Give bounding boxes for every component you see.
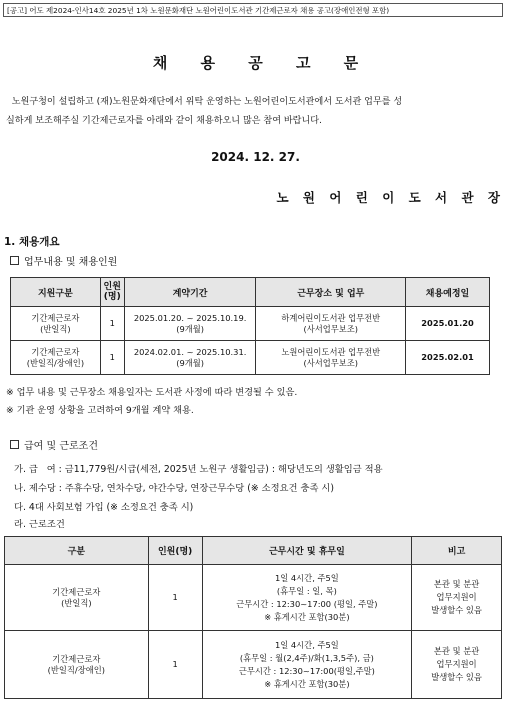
subtitle-pay-conditions: 급여 및 근로조건 <box>10 437 98 452</box>
intro-line-1: 노원구청이 설립하고 (재)노원문화재단에서 위탁 운영하는 노원어린이도서관에서 도서관 업무를 성 <box>11 97 403 107</box>
table-header: 인원(명) <box>148 537 202 565</box>
table-header: 근무장소 및 업무 <box>256 278 406 307</box>
page-title: 채 용 공 고 문 <box>152 54 373 72</box>
table-cell: 기간제근로자 (반일직) <box>11 307 101 341</box>
table-header-row <box>11 278 490 307</box>
table-cell: 1 <box>148 565 202 631</box>
note-1: ※ 업무 내용 및 근무장소 채용일자는 도서관 사정에 따라 변경될 수 있음. <box>6 387 298 398</box>
announcement-header: [공고] 어도 제2024-인사14호 2025년 1차 노원문화재단 노원어린이도서관 기간제근로자 채용 공고(장애인전형 포함) <box>3 3 503 17</box>
pay-item-4: 라. 근로조건 <box>14 519 65 530</box>
table-header: 지원구분 <box>11 278 101 307</box>
announcement-date: 2024. 12. 27. <box>211 150 300 164</box>
pay-item-1: 가. 급 여 : 금11,779원/시급(세전, 2025년 노원구 생활임금) : 해당년도의 생활임금 적용 <box>14 464 383 475</box>
table-cell: 기간제근로자 (반일직/장애인) <box>5 631 149 699</box>
table-row <box>5 631 502 699</box>
table-cell: 1 <box>148 631 202 699</box>
checkbox-icon <box>10 256 19 265</box>
table-header: 근무시간 및 휴무일 <box>202 537 412 565</box>
table-cell: 하계어린이도서관 업무전반 (사서업무보조) <box>256 307 406 341</box>
table-cell: 2025.01.20. ~ 2025.10.19. (9개월) <box>124 307 256 341</box>
table-cell: 기간제근로자 (반일직/장애인) <box>11 341 101 375</box>
recruitment-table <box>10 277 490 375</box>
organization-name: 노 원 어 린 이 도 서 관 장 <box>276 190 505 205</box>
intro-line-2: 실하게 보조해주실 기간제근로자를 아래와 같이 채용하오니 많은 참여 바랍니다. <box>6 116 322 126</box>
table-header: 구분 <box>5 537 149 565</box>
table-cell: 2024.02.01. ~ 2025.10.31. (9개월) <box>124 341 256 375</box>
table-cell: 노원어린이도서관 업무전반 (사서업무보조) <box>256 341 406 375</box>
pay-item-2: 나. 제수당 : 주휴수당, 연차수당, 야간수당, 연장근무수당 (※ 소정요건 충족 시) <box>14 483 334 494</box>
section-title-overview: 1. 채용개요 <box>4 236 60 248</box>
table-header: 비고 <box>412 537 502 565</box>
working-conditions-table <box>4 536 502 699</box>
pay-item-3: 다. 4대 사회보험 가입 (※ 소정요건 충족 시) <box>14 502 194 513</box>
subtitle-job-content: 업무내용 및 채용인원 <box>10 253 117 268</box>
table-cell: 본관 및 분관 업무지원이 발생할수 있음 <box>412 565 502 631</box>
table-cell: 2025.02.01 <box>406 341 490 375</box>
table-cell: 1 <box>100 341 124 375</box>
table-header: 채용예정일 <box>406 278 490 307</box>
table-cell: 1일 4시간, 주5일 (휴무일 : 일, 목) 근무시간 : 12:30~17:00 (평일, 주말) ※ 휴게시간 포함(30분) <box>202 565 412 631</box>
table-header: 인원 (명) <box>100 278 124 307</box>
table-row <box>5 565 502 631</box>
note-2: ※ 기관 운영 상황을 고려하여 9개월 계약 채용. <box>6 405 194 416</box>
table-cell: 1일 4시간, 주5일 (휴무일 : 월(2,4주)/화(1,3,5주), 금) 근무시간 : 12:30~17:00(평일,주말) ※ 휴게시간 포함(30분) <box>202 631 412 699</box>
table-cell: 기간제근로자 (반일직) <box>5 565 149 631</box>
checkbox-icon <box>10 440 19 449</box>
table-row <box>11 307 490 341</box>
table-header: 계약기간 <box>124 278 256 307</box>
table-cell: 본관 및 분관 업무지원이 발생할수 있음 <box>412 631 502 699</box>
table-row <box>11 341 490 375</box>
table-cell: 1 <box>100 307 124 341</box>
table-header-row <box>5 537 502 565</box>
table-cell: 2025.01.20 <box>406 307 490 341</box>
